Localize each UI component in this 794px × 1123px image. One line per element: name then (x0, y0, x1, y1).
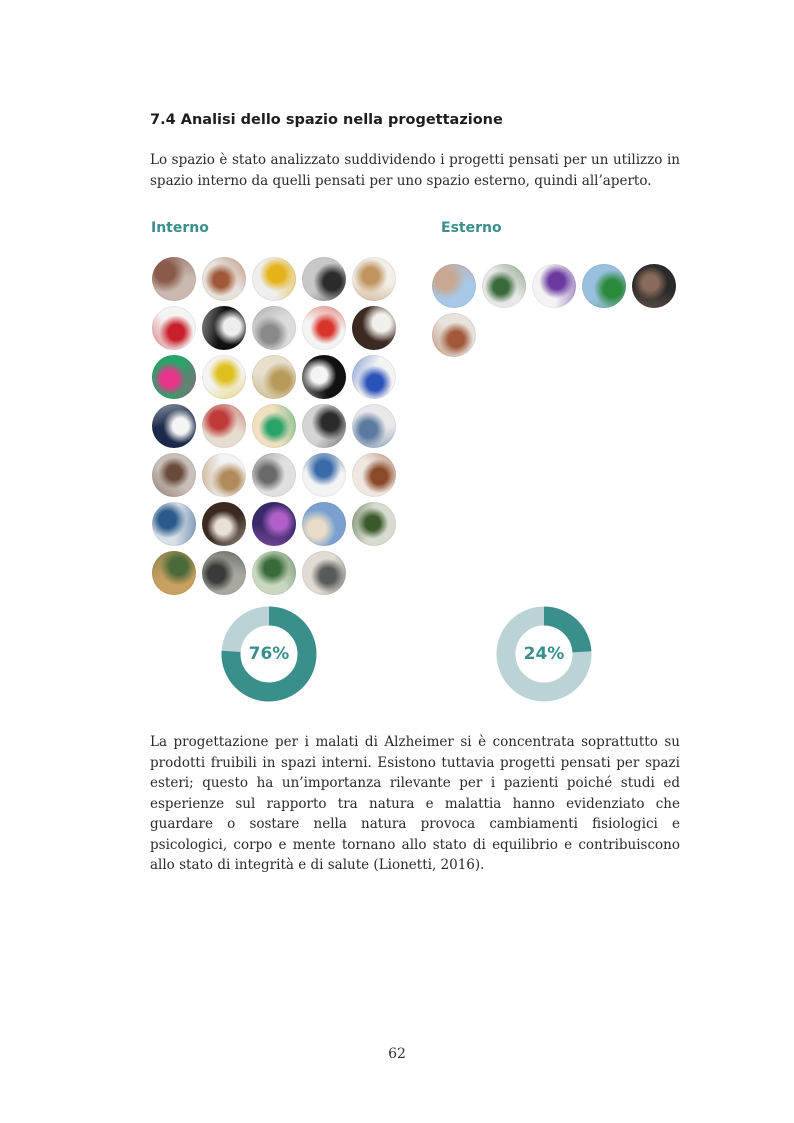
body-paragraph: La progettazione per i malati di Alzheimer si è concentrata soprattutto su prodotti fruibili in spazi interni. Esistono tuttavia progetti pensati per spazi esteri; questo ha un’importanza rilevante per i pazienti poiché studi ed esperienze sul rapporto tra natura e malattia hanno evidenziato che guardare o sostare nella natura provoca cambiamenti fisiologici e psicologici, corpo e mente tornano allo stato di equilibrio e contribuiscono allo stato di integrità e di salute (Lionetti, 2016). (150, 734, 680, 873)
interno-title: Interno (151, 220, 209, 236)
interno-thumbnail-grid (152, 257, 396, 595)
doll-photo (202, 404, 246, 448)
esterno-thumbnail-grid (432, 264, 676, 357)
house-photo (432, 264, 476, 308)
lamp-photo (252, 306, 296, 350)
window-room-photo (252, 551, 296, 595)
floor-game-photo (152, 502, 196, 546)
plate-photo (202, 502, 246, 546)
lamp-white-photo (302, 355, 346, 399)
box-photo (302, 404, 346, 448)
table-photo (252, 355, 296, 399)
section-heading: 7.4 Analisi dello spazio nella progettazione (150, 112, 503, 128)
esterno-title: Esterno (441, 220, 502, 236)
tablet-photo (202, 306, 246, 350)
living-room-photo (152, 551, 196, 595)
pergola-photo (482, 264, 526, 308)
frame-photo (202, 453, 246, 497)
esterno-donut-chart (496, 606, 592, 702)
stripes-photo (152, 355, 196, 399)
room-photo (352, 404, 396, 448)
purple-room-photo (252, 502, 296, 546)
esterno-percent-label: 24% (523, 644, 565, 664)
shelf-photo (252, 404, 296, 448)
seal-robot-photo (352, 306, 396, 350)
people-photo (302, 551, 346, 595)
bookshelf-photo (152, 453, 196, 497)
garden-room-photo (352, 502, 396, 546)
interno-donut-chart (221, 606, 317, 702)
person-photo (152, 257, 196, 301)
dog-toy-photo (352, 257, 396, 301)
clock-photo (152, 404, 196, 448)
bracelet-photo (532, 264, 576, 308)
toy-photo (302, 306, 346, 350)
building-photo (302, 502, 346, 546)
dark-object-photo (632, 264, 676, 308)
package-photo (352, 355, 396, 399)
basket-photo (352, 453, 396, 497)
machine-photo (202, 355, 246, 399)
red-chair-photo (152, 306, 196, 350)
green-park-photo (582, 264, 626, 308)
interno-percent-label: 76% (248, 644, 290, 664)
chart-photo (252, 453, 296, 497)
device-photo (302, 257, 346, 301)
walker-outdoor-photo (432, 313, 476, 357)
page-number: 62 (388, 1046, 406, 1062)
walker-photo (202, 257, 246, 301)
hallway-photo (202, 551, 246, 595)
ball-photo (302, 453, 346, 497)
intro-paragraph: Lo spazio è stato analizzato suddividendo i progetti pensati per un utilizzo in spazio interno da quelli pensati per uno spazio esterno, quindi all’aperto. (150, 152, 680, 189)
chair-photo (252, 257, 296, 301)
